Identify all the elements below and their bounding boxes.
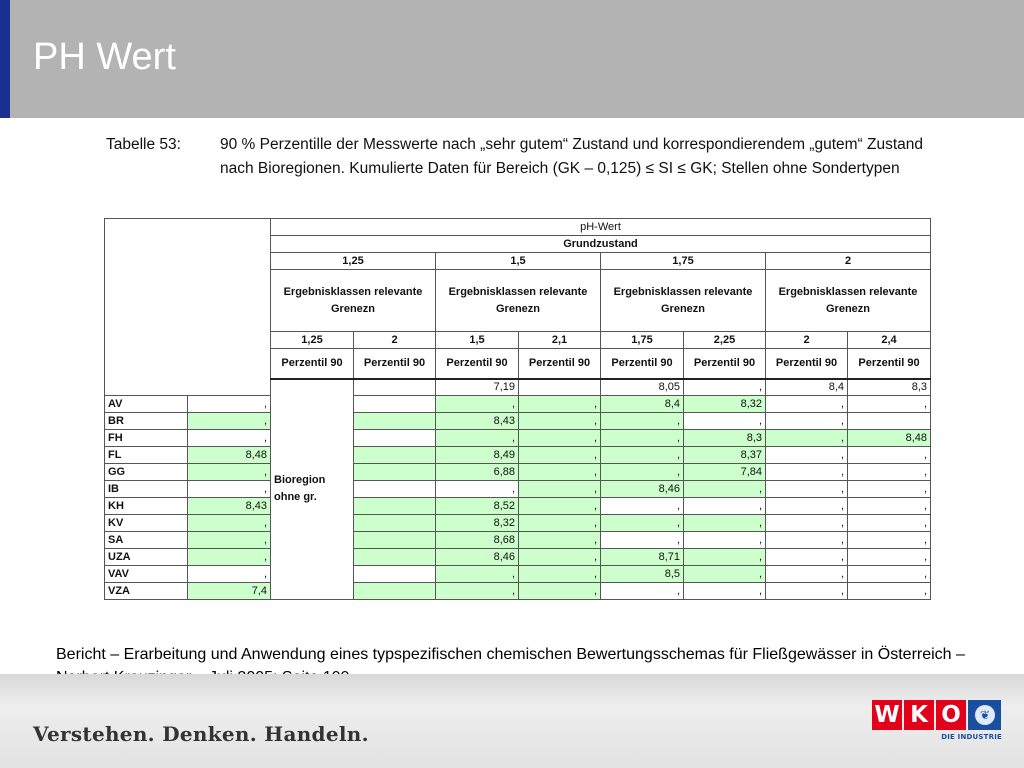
value-cell: ,	[684, 549, 766, 566]
value-cell: ,	[848, 532, 931, 549]
value-cell: ,	[188, 481, 271, 498]
value-cell: ,	[519, 413, 601, 430]
logo-letter: W	[872, 700, 902, 730]
value-cell: 8,05	[601, 379, 684, 396]
value-cell: ,	[684, 498, 766, 515]
value-cell: 8,32	[436, 515, 519, 532]
region-code: VZA	[105, 583, 188, 600]
logo-letter: O	[936, 700, 966, 730]
value-cell: ,	[601, 413, 684, 430]
value-cell: ,	[188, 413, 271, 430]
value-cell: ,	[519, 464, 601, 481]
perzentil-header: Perzentil 90	[519, 349, 601, 379]
value-cell: 8,46	[436, 549, 519, 566]
value-cell: ,	[519, 515, 601, 532]
value-cell: ,	[188, 396, 271, 413]
value-cell	[354, 464, 436, 481]
table-title: pH-Wert	[271, 219, 931, 236]
value-cell: ,	[766, 515, 848, 532]
value-cell: ,	[519, 566, 601, 583]
perzentil-header: Perzentil 90	[601, 349, 684, 379]
value-cell: ,	[188, 549, 271, 566]
value-cell: ,	[766, 447, 848, 464]
value-cell: ,	[684, 532, 766, 549]
value-cell: ,	[766, 413, 848, 430]
value-cell: ,	[684, 379, 766, 396]
perzentil-header: Perzentil 90	[684, 349, 766, 379]
value-cell: 8,3	[848, 379, 931, 396]
classes-header: Ergebnisklassen relevante Grenezn	[766, 270, 931, 332]
value-cell: 8,46	[601, 481, 684, 498]
value-cell: ,	[766, 566, 848, 583]
table-row	[105, 413, 931, 430]
region-code: UZA	[105, 549, 188, 566]
value-cell: ,	[188, 464, 271, 481]
value-cell	[354, 549, 436, 566]
region-code: FL	[105, 447, 188, 464]
value-cell	[354, 532, 436, 549]
value-cell	[354, 515, 436, 532]
value-cell	[519, 379, 601, 396]
table-row	[105, 583, 931, 600]
value-cell: ,	[188, 515, 271, 532]
logo-subtitle: DIE INDUSTRIE	[941, 733, 1002, 741]
value-cell: ,	[848, 583, 931, 600]
value-cell: ,	[848, 447, 931, 464]
value-cell: 8,49	[436, 447, 519, 464]
value-cell: ,	[188, 430, 271, 447]
value-cell: ,	[848, 566, 931, 583]
value-cell: ,	[766, 532, 848, 549]
value-cell: ,	[601, 498, 684, 515]
threshold-header: 2,1	[519, 332, 601, 349]
value-cell: ,	[766, 464, 848, 481]
group-header: 1,75	[601, 253, 766, 270]
value-cell: ,	[601, 430, 684, 447]
value-cell: ,	[766, 549, 848, 566]
value-cell: ,	[601, 447, 684, 464]
value-cell: ,	[848, 549, 931, 566]
value-cell: 8,52	[436, 498, 519, 515]
region-code: GG	[105, 464, 188, 481]
table-row	[105, 498, 931, 515]
value-cell: ,	[684, 515, 766, 532]
table-row	[105, 549, 931, 566]
threshold-header: 1,75	[601, 332, 684, 349]
value-cell: ,	[436, 430, 519, 447]
region-code: IB	[105, 481, 188, 498]
perzentil-header: Perzentil 90	[271, 349, 354, 379]
value-cell: 8,48	[848, 430, 931, 447]
value-cell: ,	[766, 396, 848, 413]
table-row	[105, 481, 931, 498]
value-cell: ,	[519, 549, 601, 566]
table-row	[105, 532, 931, 549]
value-cell: ,	[188, 566, 271, 583]
value-cell: 8,4	[601, 396, 684, 413]
value-cell: ,	[601, 464, 684, 481]
value-cell	[354, 481, 436, 498]
logo-letter: K	[904, 700, 934, 730]
value-cell: 8,71	[601, 549, 684, 566]
classes-header: Ergebnisklassen relevante Grenezn	[436, 270, 601, 332]
value-cell: 8,43	[436, 413, 519, 430]
eagle-emblem-icon: ❦	[968, 700, 1001, 730]
table-row	[105, 515, 931, 532]
value-cell: 7,4	[188, 583, 271, 600]
slide-header	[0, 0, 1024, 118]
value-cell: 6,88	[436, 464, 519, 481]
value-cell: ,	[519, 447, 601, 464]
caption-text: 90 % Perzentille der Messwerte nach „sehr gutem“ Zustand und korrespondierendem „gutem“ Zustand nach Bioregionen. Kumulierte Daten für Bereich (GK – 0,125) ≤ SI ≤ GK; Stellen ohne Sondertypen	[220, 136, 924, 177]
perzentil-header: Perzentil 90	[766, 349, 848, 379]
region-code: FH	[105, 430, 188, 447]
value-cell: ,	[848, 464, 931, 481]
value-cell	[354, 498, 436, 515]
value-cell: ,	[519, 532, 601, 549]
threshold-header: 2	[354, 332, 436, 349]
value-cell: 7,19	[436, 379, 519, 396]
value-cell: ,	[519, 396, 601, 413]
value-cell: ,	[519, 481, 601, 498]
value-cell: 7,84	[684, 464, 766, 481]
grundzustand-header: Grundzustand	[271, 236, 931, 253]
value-cell: ,	[519, 430, 601, 447]
value-cell: ,	[848, 481, 931, 498]
value-cell	[354, 447, 436, 464]
footer-band	[0, 674, 1024, 768]
value-cell: 8,48	[188, 447, 271, 464]
value-cell: 8,5	[601, 566, 684, 583]
table-row	[105, 566, 931, 583]
caption-label: Tabelle 53:	[106, 136, 181, 153]
value-cell: ,	[519, 498, 601, 515]
value-cell: ,	[848, 396, 931, 413]
value-cell: ,	[848, 515, 931, 532]
perzentil-header: Perzentil 90	[436, 349, 519, 379]
ph-table	[104, 218, 931, 600]
value-cell: 8,32	[684, 396, 766, 413]
table-row	[105, 396, 931, 413]
value-cell: ,	[766, 583, 848, 600]
value-cell: ,	[766, 481, 848, 498]
value-cell: ,	[436, 566, 519, 583]
value-cell: ,	[684, 583, 766, 600]
corner-cell	[105, 219, 271, 396]
value-cell: ,	[188, 532, 271, 549]
value-cell: 8,37	[684, 447, 766, 464]
value-cell: ,	[766, 430, 848, 447]
group-header: 1,5	[436, 253, 601, 270]
value-cell	[848, 413, 931, 430]
value-cell: ,	[519, 583, 601, 600]
value-cell: ,	[601, 515, 684, 532]
threshold-header: 1,25	[271, 332, 354, 349]
value-cell: ,	[601, 532, 684, 549]
classes-header: Ergebnisklassen relevante Grenezn	[601, 270, 766, 332]
region-code: SA	[105, 532, 188, 549]
perzentil-header: Perzentil 90	[848, 349, 931, 379]
value-cell: ,	[436, 396, 519, 413]
value-cell	[354, 566, 436, 583]
table-row	[105, 447, 931, 464]
value-cell: 8,43	[188, 498, 271, 515]
table-row	[105, 430, 931, 447]
region-code: VAV	[105, 566, 188, 583]
accent-bar	[0, 0, 10, 118]
perzentil-header: Perzentil 90	[354, 349, 436, 379]
value-cell: ,	[601, 583, 684, 600]
region-code: KH	[105, 498, 188, 515]
value-cell: ,	[684, 413, 766, 430]
threshold-header: 1,5	[436, 332, 519, 349]
value-cell: 8,68	[436, 532, 519, 549]
region-code: AV	[105, 396, 188, 413]
region-code	[354, 379, 436, 396]
value-cell: ,	[436, 583, 519, 600]
value-cell	[354, 413, 436, 430]
value-cell: ,	[848, 498, 931, 515]
region-label: Bioregion ohne gr.	[271, 379, 354, 600]
value-cell: ,	[436, 481, 519, 498]
value-cell	[354, 396, 436, 413]
group-header: 2	[766, 253, 931, 270]
value-cell	[354, 583, 436, 600]
threshold-header: 2,25	[684, 332, 766, 349]
region-code: KV	[105, 515, 188, 532]
table-row	[105, 464, 931, 481]
value-cell	[354, 430, 436, 447]
classes-header: Ergebnisklassen relevante Grenezn	[271, 270, 436, 332]
value-cell: 8,3	[684, 430, 766, 447]
slide-title: PH Wert	[33, 36, 176, 78]
source-citation: Bericht – Erarbeitung und Anwendung eines typspezifischen chemischen Bewertungsschemas für Fließgewässer in Österreich –	[56, 646, 965, 663]
threshold-header: 2	[766, 332, 848, 349]
value-cell: ,	[684, 566, 766, 583]
value-cell: ,	[766, 498, 848, 515]
region-code: BR	[105, 413, 188, 430]
group-header: 1,25	[271, 253, 436, 270]
value-cell: 8,4	[766, 379, 848, 396]
threshold-header: 2,4	[848, 332, 931, 349]
footer-slogan: Verstehen. Denken. Handeln.	[33, 722, 369, 746]
value-cell: ,	[684, 481, 766, 498]
